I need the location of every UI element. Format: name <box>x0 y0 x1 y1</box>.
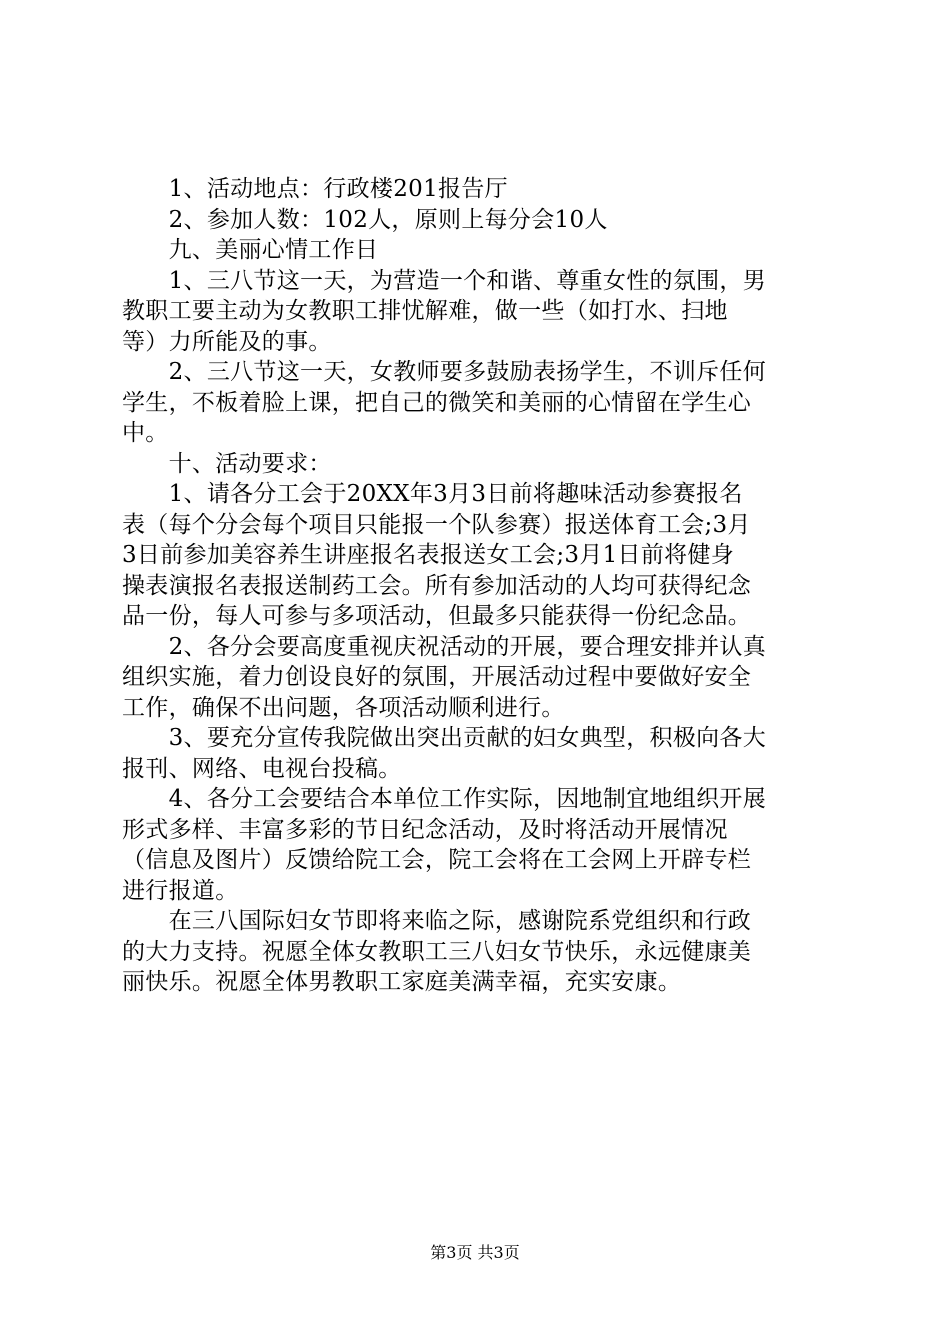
section-heading: 十、活动要求： <box>122 450 332 477</box>
text-line: 3日前参加美容养生讲座报名表报送女工会;3月1日前将健身 <box>122 542 735 568</box>
text-line: 1、活动地点：行政楼201报告厅 <box>122 176 508 202</box>
document-body <box>122 174 832 998</box>
text-line: （信息及图片）反馈给院工会，院工会将在工会网上开辟专栏 <box>122 847 752 873</box>
text-line: 3、要充分宣传我院做出突出贡献的妇女典型，积极向各大 <box>122 725 767 751</box>
text-line: 1、三八节这一天，为营造一个和谐、尊重女性的氛围，男 <box>122 267 767 294</box>
text-line: 操表演报名表报送制药工会。所有参加活动的人均可获得纪念 <box>122 572 752 599</box>
text-line: 的大力支持。祝愿全体女教职工三八妇女节快乐，永远健康美 <box>122 938 752 965</box>
text-line: 学生，不板着脸上课，把自己的微笑和美丽的心情留在学生心 <box>122 389 752 416</box>
page-footer <box>0 1243 950 1263</box>
text-line: 形式多样、丰富多彩的节日纪念活动，及时将活动开展情况 <box>122 816 728 843</box>
section-heading: 九、美丽心情工作日 <box>122 237 379 263</box>
text-line: 2、三八节这一天，女教师要多鼓励表扬学生，不训斥任何 <box>122 359 767 385</box>
text-line: 中。 <box>122 420 169 446</box>
text-line: 在三八国际妇女节即将来临之际，感谢院系党组织和行政 <box>122 908 752 934</box>
text-line: 表（每个分会每个项目只能报一个队参赛）报送体育工会;3月 <box>122 511 751 538</box>
page-number: 第3页 共3页 <box>430 1243 520 1262</box>
text-line: 品一份，每人可参与多项活动，但最多只能获得一份纪念品。 <box>122 603 752 629</box>
text-line: 工作，确保不出问题，各项活动顺利进行。 <box>122 694 565 721</box>
text-line: 组织实施，着力创设良好的氛围，开展活动过程中要做好安全 <box>122 664 752 690</box>
text-line: 丽快乐。祝愿全体男教职工家庭美满幸福，充实安康。 <box>122 969 682 995</box>
text-line: 教职工要主动为女教职工排忧解难，做一些（如打水、扫地 <box>122 298 728 324</box>
text-line: 2、参加人数：102人，原则上每分会10人 <box>122 206 608 233</box>
text-line: 报刊、网络、电视台投稿。 <box>122 755 402 782</box>
text-line: 等）力所能及的事。 <box>122 328 332 355</box>
text-line: 4、各分工会要结合本单位工作实际，因地制宜地组织开展 <box>122 786 767 812</box>
text-line: 2、各分会要高度重视庆祝活动的开展，要合理安排并认真 <box>122 633 767 660</box>
text-line: 1、请各分工会于20XX年3月3日前将趣味活动参赛报名 <box>122 481 743 507</box>
text-line: 进行报道。 <box>122 877 239 904</box>
